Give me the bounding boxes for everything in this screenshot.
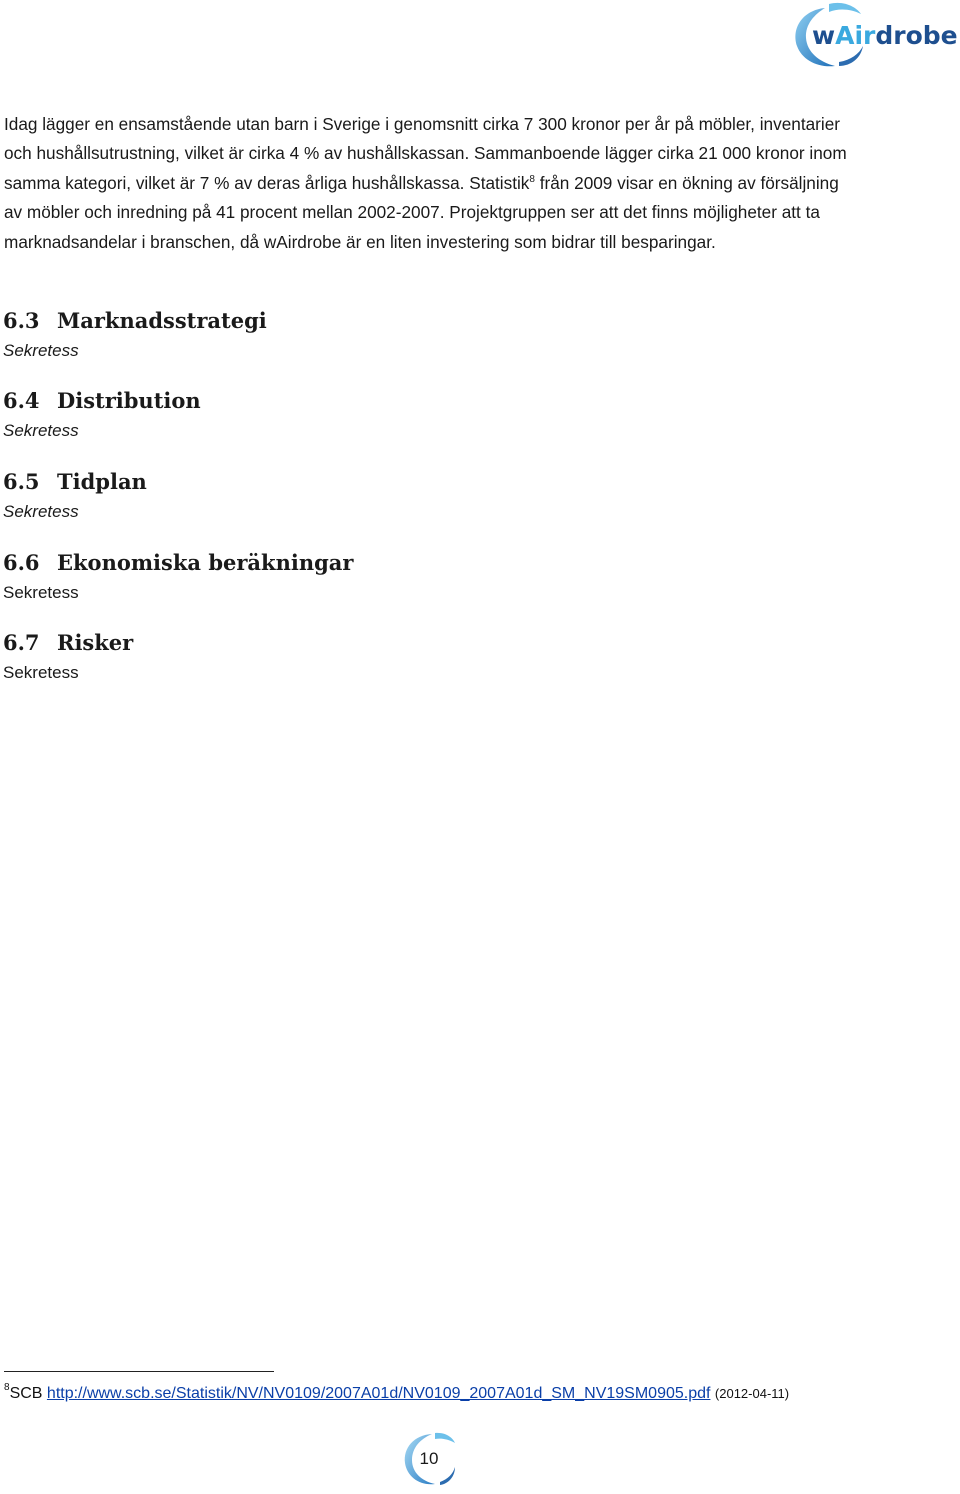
logo-air: Air: [835, 21, 876, 50]
section-title: Risker: [57, 630, 134, 655]
footnote-date: (2012-04-11): [714, 1386, 790, 1401]
footnote-source: SCB: [9, 1385, 43, 1402]
section-risker: [3, 630, 133, 685]
section-body: Sekretess: [3, 583, 79, 602]
footnote-divider: [4, 1371, 274, 1372]
section-number: 6.5: [3, 469, 40, 494]
section-title: Marknadsstrategi: [57, 308, 267, 333]
page-number: 10: [419, 1449, 439, 1468]
paragraph-part1: Idag lägger en ensamstående utan barn i Sverige i genomsnitt cirka 7 300 kronor per år på möbler, inventarier och hushållsutrustning, vilket är cirka 4 % av hushållskassan. Sammanboende lägger cirka 21 000 kronor inom samma kategori, vilket är 7 % av deras årliga hushållskassa.: [4, 114, 847, 193]
section-heading: [3, 388, 201, 414]
section-body: Sekretess: [3, 502, 79, 521]
section-marknadsstrategi: [3, 308, 267, 363]
section-title: Ekonomiska beräkningar: [57, 550, 354, 575]
section-heading: [3, 469, 147, 495]
section-heading: [3, 550, 353, 576]
footnote-reference[interactable]: 8: [529, 173, 535, 185]
brand-logo: [785, 0, 960, 72]
section-body: Sekretess: [3, 421, 79, 440]
section-distribution: [3, 388, 201, 443]
section-body: Sekretess: [3, 341, 79, 360]
logo-swirl-icon: [785, 0, 960, 72]
footnote-link[interactable]: http://www.scb.se/Statistik/NV/NV0109/2007A01d/NV0109_2007A01d_SM_NV19SM0905.pdf: [46, 1385, 711, 1402]
section-number: 6.7: [3, 630, 40, 655]
section-number: 6.6: [3, 550, 40, 575]
logo-rest: drobe: [875, 21, 958, 50]
paragraph-part3: från 2009 visar en ökning av försäljning av möbler och inredning på 41 procent mellan 2002-2007. Projektgruppen ser att det finns möjligheter att ta marknadsandelar i branschen, då wAirdrobe är en liten investering som bidrar till besparingar.: [4, 172, 839, 252]
section-body: Sekretess: [3, 663, 79, 682]
section-ekonomiska-berakningar: [3, 550, 353, 605]
intro-paragraph: [4, 110, 854, 257]
section-title: Distribution: [57, 388, 201, 413]
section-heading: [3, 308, 267, 334]
section-tidplan: [3, 469, 147, 524]
footnote: [4, 1384, 789, 1404]
paragraph-part2: Statistik: [464, 172, 530, 193]
section-number: 6.3: [3, 308, 40, 333]
footnote-number: 8: [4, 1382, 10, 1393]
svg-text:wAirdrobe: [812, 21, 958, 50]
section-number: 6.4: [3, 388, 40, 413]
section-heading: [3, 630, 133, 656]
section-title: Tidplan: [57, 469, 147, 494]
logo-w: w: [812, 21, 836, 50]
